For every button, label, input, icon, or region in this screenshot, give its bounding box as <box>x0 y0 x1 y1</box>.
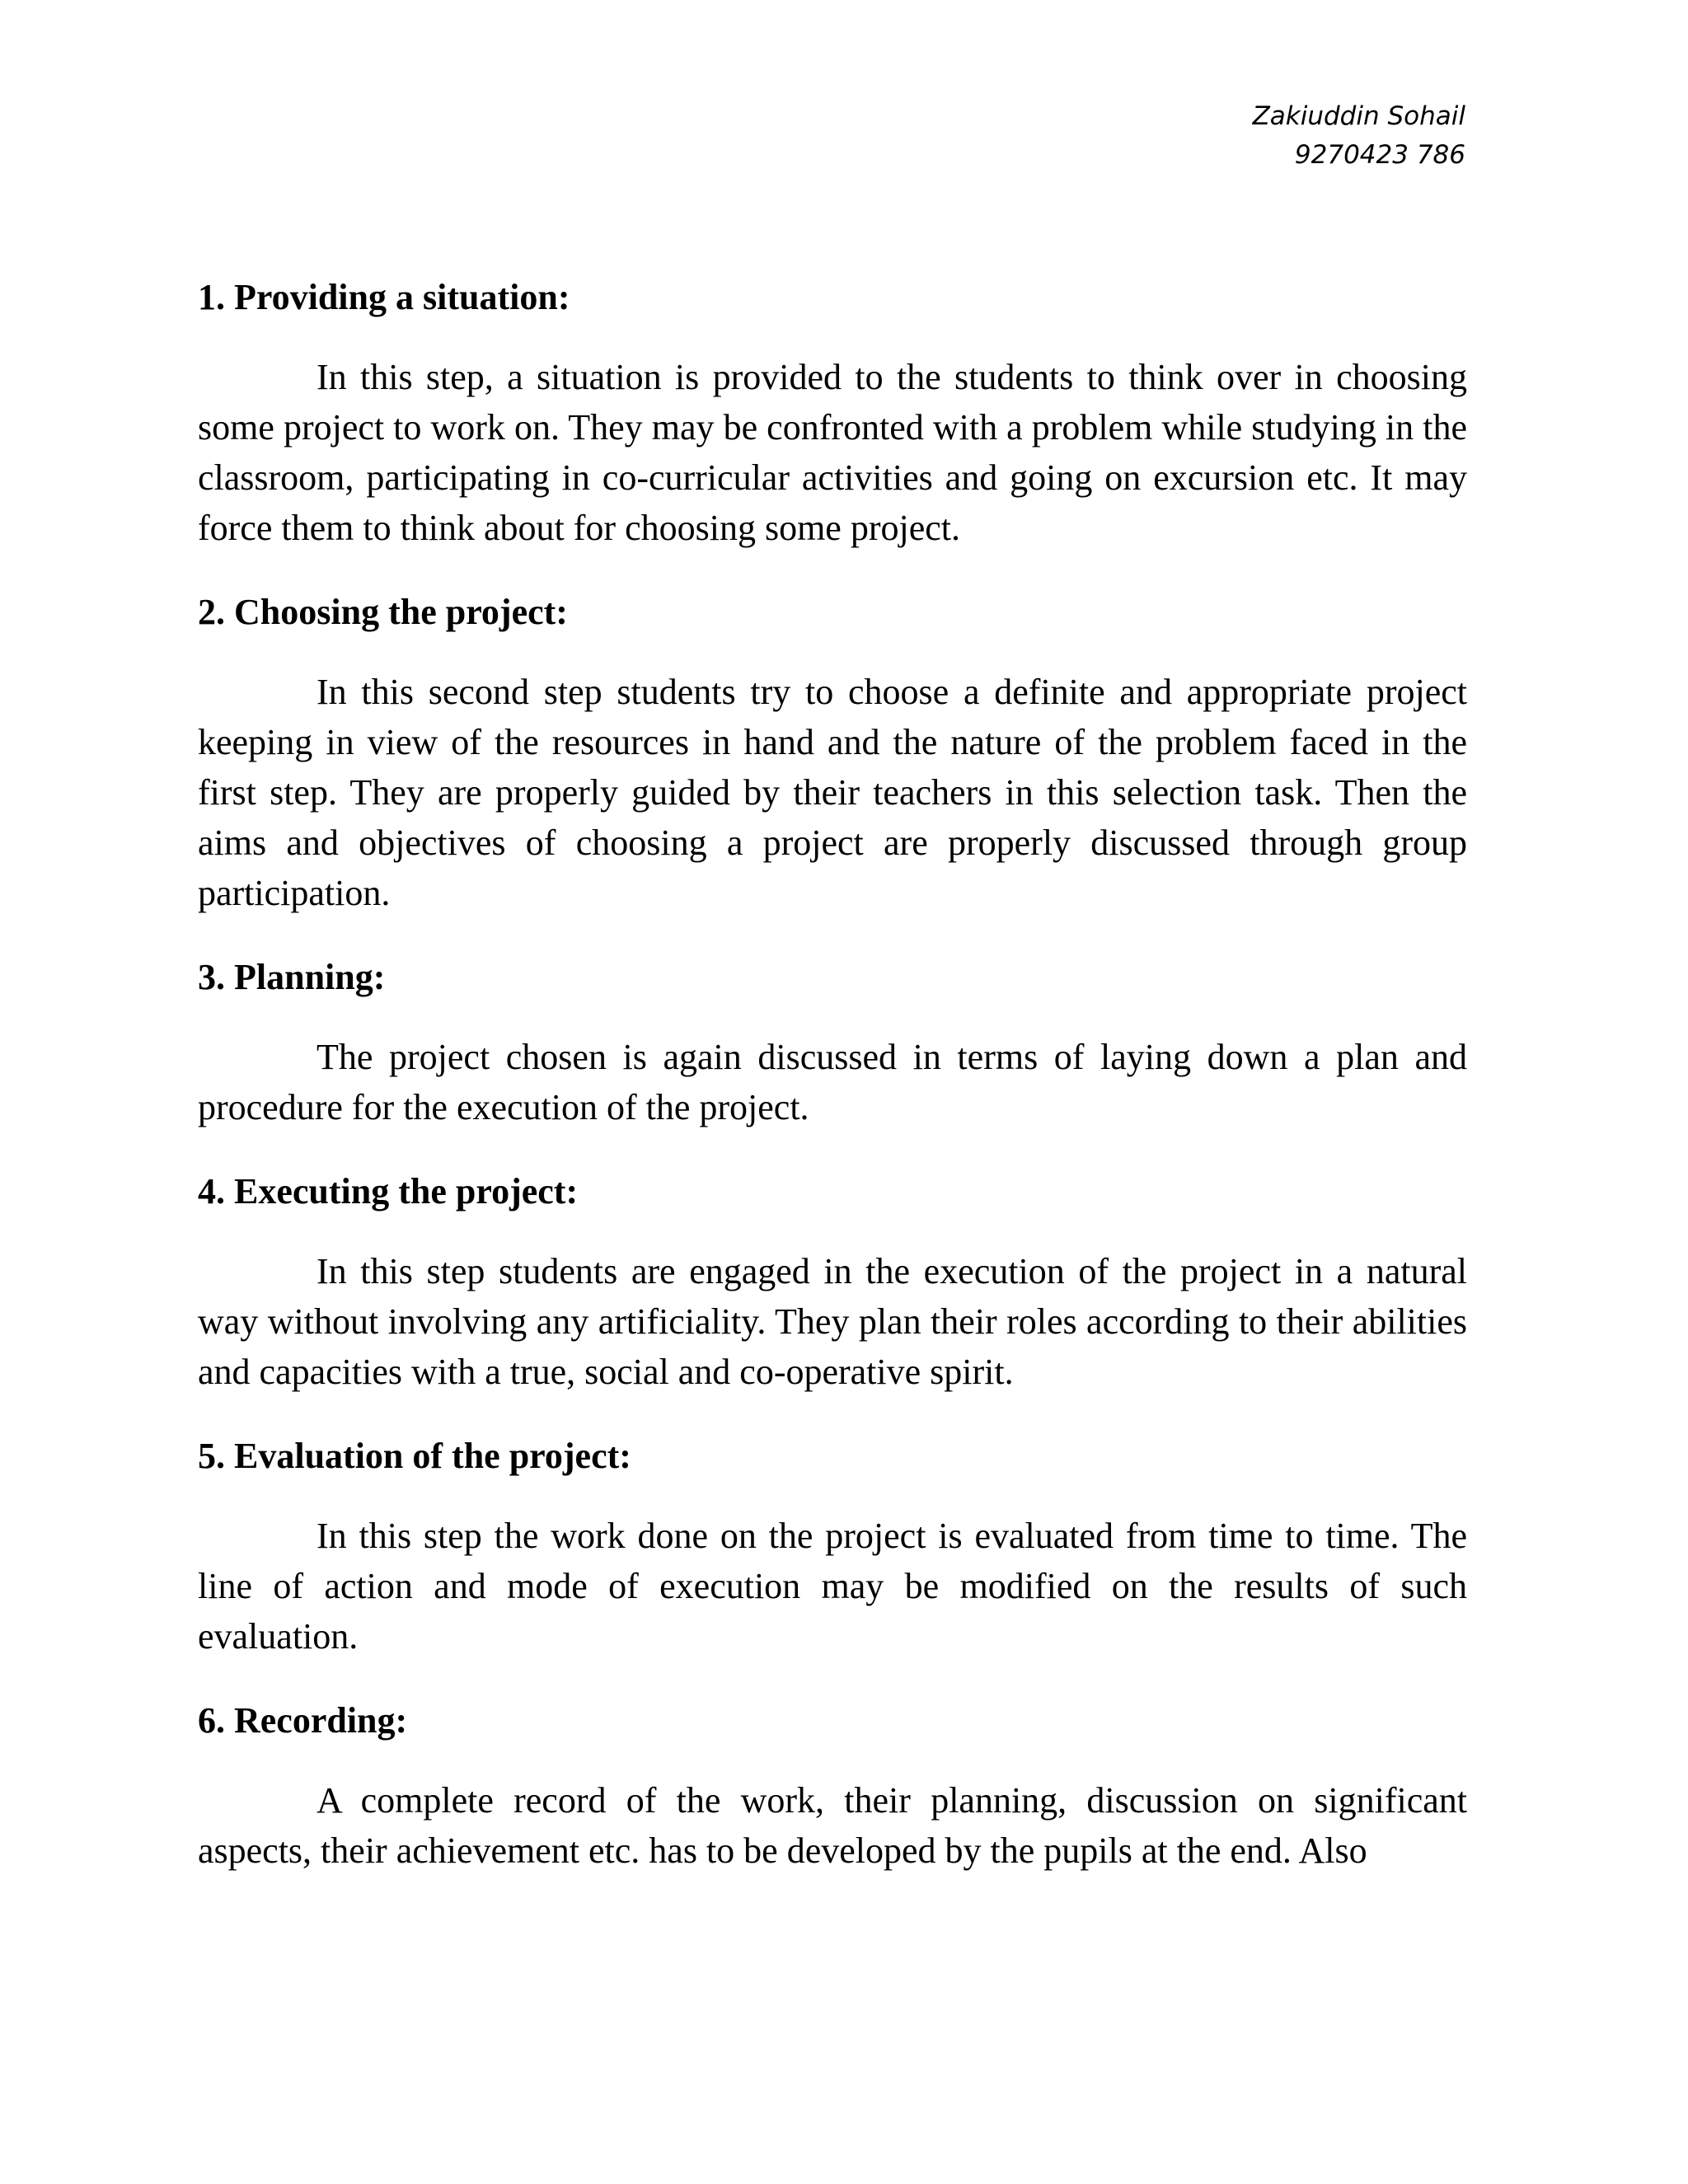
section-paragraph: The project chosen is again discussed in terms of laying down a plan and procedure for the execution of the project. <box>198 1037 1467 1127</box>
section-providing-situation <box>198 272 1467 553</box>
section-paragraph: In this second step students try to choose a definite and appropriate project keeping in view of the resources in hand and the nature of the problem faced in the first step. They are properly guided by their teachers in this selection task. Then the aims and objectives of choosing a project are properly discussed through group participation. <box>198 672 1467 913</box>
section-heading: 2. Choosing the project: <box>198 592 568 632</box>
section-heading: 4. Executing the project: <box>198 1171 579 1212</box>
section-heading: 1. Providing a situation: <box>198 277 570 317</box>
section-paragraph: In this step students are engaged in the execution of the project in a natural way without involving any artificiality. They plan their roles according to their abilities and capacities with a true, social and co-operative spirit. <box>198 1251 1467 1392</box>
section-executing-project <box>198 1166 1467 1397</box>
author-name: Zakiuddin Sohail <box>1252 101 1465 131</box>
author-header <box>1253 97 1465 175</box>
section-heading: 6. Recording: <box>198 1700 408 1741</box>
section-planning <box>198 952 1467 1132</box>
section-recording <box>198 1695 1467 1876</box>
author-phone: 9270423 786 <box>1294 140 1465 170</box>
section-paragraph: In this step the work done on the project is evaluated from time to time. The line of action and mode of execution may be modified on the results of such evaluation. <box>198 1516 1467 1657</box>
section-heading: 5. Evaluation of the project: <box>198 1436 631 1476</box>
section-paragraph: A complete record of the work, their planning, discussion on significant aspects, their achievement etc. has to be developed by the pupils at the end. Also <box>198 1780 1467 1871</box>
document-body <box>198 272 1467 1876</box>
section-paragraph: In this step, a situation is provided to the students to think over in choosing some project to work on. They may be confronted with a problem while studying in the classroom, participating in co-curricular activities and going on excursion etc. It may force them to think about for choosing some project. <box>198 357 1467 548</box>
section-choosing-project <box>198 587 1467 918</box>
section-heading: 3. Planning: <box>198 957 386 997</box>
section-evaluation <box>198 1431 1467 1661</box>
